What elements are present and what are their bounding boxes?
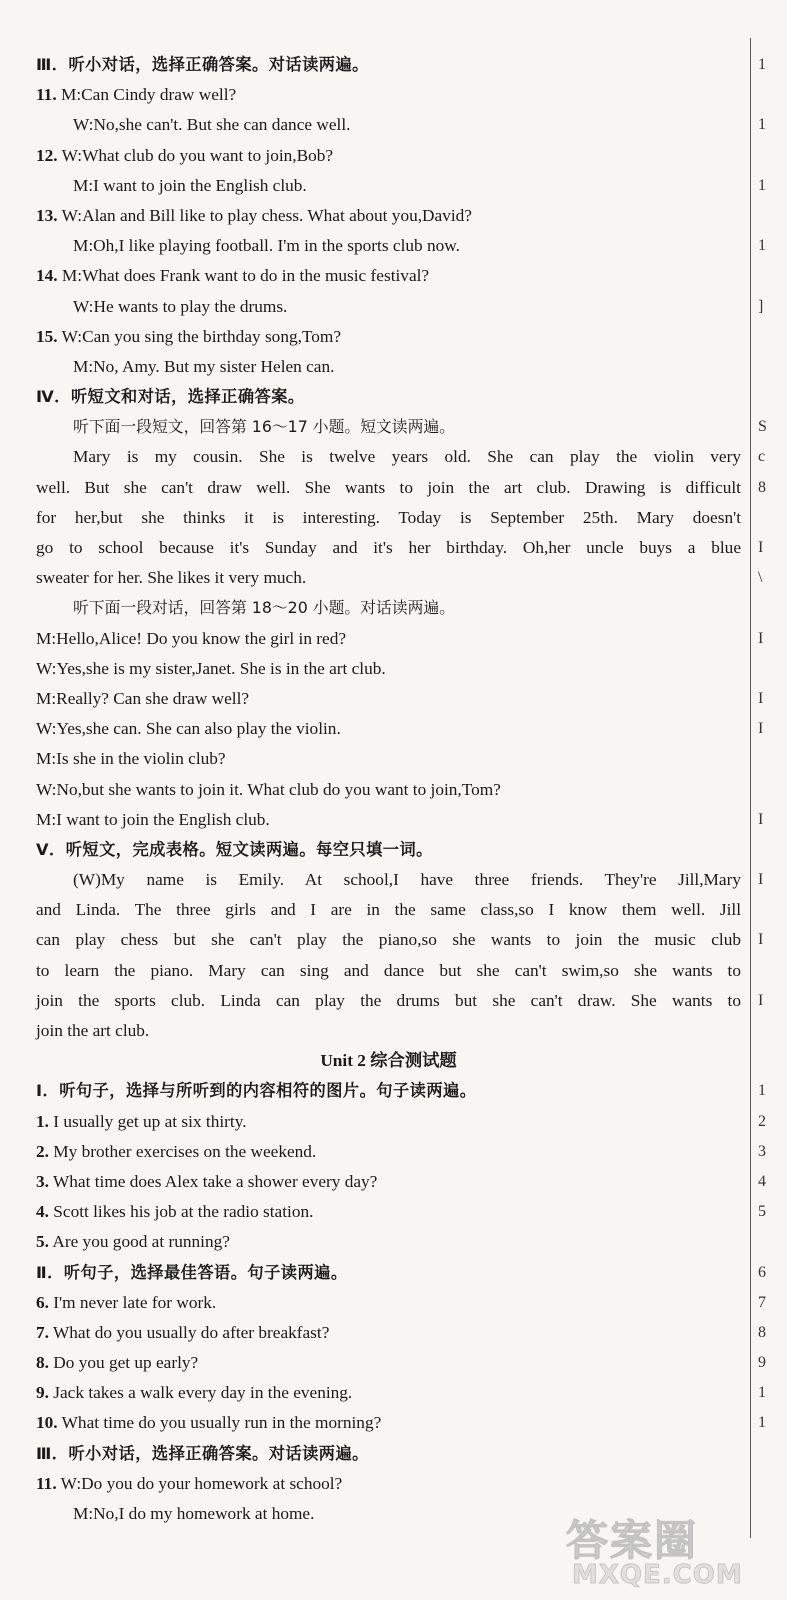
margin-fragment: 4 xyxy=(758,1172,766,1190)
margin-fragment xyxy=(758,593,787,623)
question-line xyxy=(36,1378,741,1408)
question-text: Scott likes his job at the radio station. xyxy=(48,1202,314,1222)
question-text: What time does Alex take a shower every day? xyxy=(48,1171,378,1191)
margin-fragment: 5 xyxy=(758,1203,766,1221)
margin-fragment: I xyxy=(758,871,764,889)
section-heading: Ⅱ．听句子，选择最佳答语。句子读两遍。 xyxy=(36,1262,348,1282)
margin-fragment: 1 xyxy=(758,1384,766,1402)
margin-fragment xyxy=(758,895,787,925)
text-line: W:No,but she wants to join it. What club do you want to join,Tom? xyxy=(36,779,501,799)
margin-fragment: 7 xyxy=(758,1293,766,1311)
margin-fragment xyxy=(758,1439,787,1469)
margin-fragment xyxy=(758,80,787,110)
margin-fragment: 8 xyxy=(758,478,766,496)
question-line xyxy=(36,1137,741,1167)
document-body xyxy=(36,50,741,1529)
margin-fragment xyxy=(758,775,787,805)
passage-line: and Linda. The three girls and I are in the same class,so I know them well. Jill xyxy=(36,900,741,920)
margin-fragment: 1 xyxy=(758,56,766,73)
margin-fragment: I xyxy=(758,991,764,1009)
margin-fragment: 1 xyxy=(758,116,766,134)
margin-fragment: 1 xyxy=(758,1414,766,1432)
passage-line: to learn the piano. Mary can sing and dance but she can't swim,so she wants to xyxy=(36,960,741,980)
margin-fragment xyxy=(758,261,787,291)
question-text: My brother exercises on the weekend. xyxy=(48,1141,317,1161)
section-heading: Ⅴ．听短文，完成表格。短文读两遍。每空只填一词。 xyxy=(36,839,433,859)
right-margin-fragments xyxy=(758,50,787,1499)
question-text: M:Can Cindy draw well? xyxy=(56,85,237,105)
margin-fragment xyxy=(758,744,787,774)
question-text: Do you get up early? xyxy=(48,1353,199,1373)
passage-line: can play chess but she can't play the piano,so she wants to join the music club xyxy=(36,930,741,950)
margin-fragment: ] xyxy=(758,297,764,315)
question-text: W:What club do you want to join,Bob? xyxy=(57,145,334,165)
passage-line: Mary is my cousin. She is twelve years old. She can play the violin very xyxy=(73,447,741,467)
dialogue-reply: W:He wants to play the drums. xyxy=(73,296,288,316)
margin-fragment xyxy=(758,1469,787,1499)
section-heading: Ⅲ．听小对话，选择正确答案。对话读两遍。 xyxy=(36,55,369,74)
passage-line: for her,but she thinks it is interesting. Today is September 25th. Mary doesn't xyxy=(36,507,741,527)
section-heading: Ⅳ．听短文和对话，选择正确答案。 xyxy=(36,387,305,407)
passage-line: (W)My name is Emily. At school,I have three friends. They're Jill,Mary xyxy=(73,870,741,890)
margin-fragment xyxy=(758,1046,787,1076)
text-line: join the art club. xyxy=(36,1021,150,1040)
instruction-line: 听下面一段对话，回答第 18～20 小题。对话读两遍。 xyxy=(73,598,455,618)
dialogue-reply: M:I want to join the English club. xyxy=(73,175,307,195)
question-text: I'm never late for work. xyxy=(48,1292,217,1312)
margin-fragment xyxy=(758,322,787,352)
text-line: M:Hello,Alice! Do you know the girl in red? xyxy=(36,628,347,648)
question-number: 13. xyxy=(36,205,58,225)
question-number: 11. xyxy=(36,85,57,105)
margin-fragment xyxy=(758,956,787,986)
margin-fragment: I xyxy=(758,539,764,556)
question-line xyxy=(36,1227,741,1257)
question-text: Are you good at running? xyxy=(48,1232,230,1252)
margin-fragment: I xyxy=(758,689,764,707)
question-line xyxy=(36,141,741,171)
question-number: 8. xyxy=(36,1353,49,1373)
question-line xyxy=(36,80,741,110)
margin-fragment xyxy=(758,201,787,231)
margin-fragment xyxy=(758,503,787,533)
passage-line: join the sports club. Linda can play the drums but she can't draw. She wants to xyxy=(36,990,741,1010)
margin-fragment: c xyxy=(758,448,766,466)
column-divider xyxy=(750,38,751,1538)
text-line: W:Yes,she can. She can also play the violin. xyxy=(36,719,341,739)
question-text: What time do you usually run in the morning? xyxy=(57,1413,382,1433)
watermark-top-text: 答案圈 xyxy=(566,1516,699,1565)
margin-fragment: \ xyxy=(758,569,763,587)
section-heading: Ⅲ．听小对话，选择正确答案。对话读两遍。 xyxy=(36,1443,369,1463)
question-text: W:Alan and Bill like to play chess. What about you,David? xyxy=(57,205,472,225)
text-line: M:I want to join the English club. xyxy=(36,809,270,829)
text-line: M:Really? Can she draw well? xyxy=(36,688,250,708)
margin-fragment: I xyxy=(758,931,764,949)
question-text: W:Do you do your homework at school? xyxy=(56,1473,343,1493)
margin-fragment: 6 xyxy=(758,1263,766,1281)
question-number: 4. xyxy=(36,1202,49,1222)
question-number: 2. xyxy=(36,1141,49,1161)
margin-fragment xyxy=(758,1227,787,1257)
question-line xyxy=(36,1348,741,1378)
margin-fragment: I xyxy=(758,720,764,738)
margin-fragment: 3 xyxy=(758,1142,766,1160)
dialogue-reply: M:Oh,I like playing football. I'm in the sports club now. xyxy=(73,236,460,256)
watermark-logo xyxy=(566,1508,766,1596)
question-line xyxy=(36,1469,741,1499)
question-text: I usually get up at six thirty. xyxy=(48,1111,247,1131)
question-text: M:What does Frank want to do in the music festival? xyxy=(57,266,430,286)
question-line xyxy=(36,1107,741,1137)
question-number: 11. xyxy=(36,1473,57,1493)
question-number: 12. xyxy=(36,145,58,165)
question-number: 3. xyxy=(36,1171,49,1191)
text-line: sweater for her. She likes it very much. xyxy=(36,568,307,588)
margin-fragment xyxy=(758,1016,787,1046)
watermark-bottom-text: MXQE.COM xyxy=(572,1560,743,1590)
question-line xyxy=(36,261,741,291)
margin-fragment: I xyxy=(758,629,764,647)
margin-fragment: 1 xyxy=(758,176,766,194)
section-heading: Ⅰ．听句子，选择与所听到的内容相符的图片。句子读两遍。 xyxy=(36,1081,477,1101)
margin-fragment: S xyxy=(758,418,767,436)
question-line xyxy=(36,1197,741,1227)
margin-fragment: 1 xyxy=(758,1082,766,1100)
question-text: What do you usually do after breakfast? xyxy=(48,1322,330,1342)
question-number: 15. xyxy=(36,326,58,346)
passage-line: go to school because it's Sunday and it's her birthday. Oh,her uncle buys a blue xyxy=(36,538,741,557)
margin-fragment xyxy=(758,654,787,684)
margin-fragment xyxy=(758,382,787,412)
dialogue-reply: W:No,she can't. But she can dance well. xyxy=(73,115,351,135)
question-number: 9. xyxy=(36,1383,49,1403)
dialogue-reply: M:No,I do my homework at home. xyxy=(73,1504,315,1523)
question-text: Jack takes a walk every day in the evening. xyxy=(48,1383,353,1403)
margin-fragment: 2 xyxy=(758,1112,766,1130)
question-line xyxy=(36,1408,741,1438)
question-number: 10. xyxy=(36,1413,58,1433)
question-number: 1. xyxy=(36,1111,49,1131)
question-number: 7. xyxy=(36,1322,49,1342)
margin-fragment xyxy=(758,141,787,171)
text-line: M:Is she in the violin club? xyxy=(36,749,226,769)
margin-fragment xyxy=(758,352,787,382)
instruction-line: 听下面一段短文，回答第 16～17 小题。短文读两遍。 xyxy=(73,417,455,437)
margin-fragment: 1 xyxy=(758,237,766,255)
passage-line: well. But she can't draw well. She wants to join the art club. Drawing is difficult xyxy=(36,477,741,497)
question-number: 6. xyxy=(36,1292,49,1312)
margin-fragment xyxy=(758,835,787,865)
margin-fragment: I xyxy=(758,810,764,828)
question-number: 5. xyxy=(36,1232,49,1252)
question-text: W:Can you sing the birthday song,Tom? xyxy=(57,326,342,346)
dialogue-reply: M:No, Amy. But my sister Helen can. xyxy=(73,356,335,376)
text-line: W:Yes,she is my sister,Janet. She is in the art club. xyxy=(36,658,386,678)
margin-fragment: 8 xyxy=(758,1323,766,1341)
margin-fragment: 9 xyxy=(758,1354,766,1372)
question-number: 14. xyxy=(36,266,58,286)
question-line xyxy=(36,1288,741,1318)
question-line xyxy=(36,201,741,231)
question-line xyxy=(36,1167,741,1197)
question-line xyxy=(36,322,741,352)
question-line xyxy=(36,1318,741,1348)
unit-title: Unit 2 综合测试题 xyxy=(320,1051,457,1071)
